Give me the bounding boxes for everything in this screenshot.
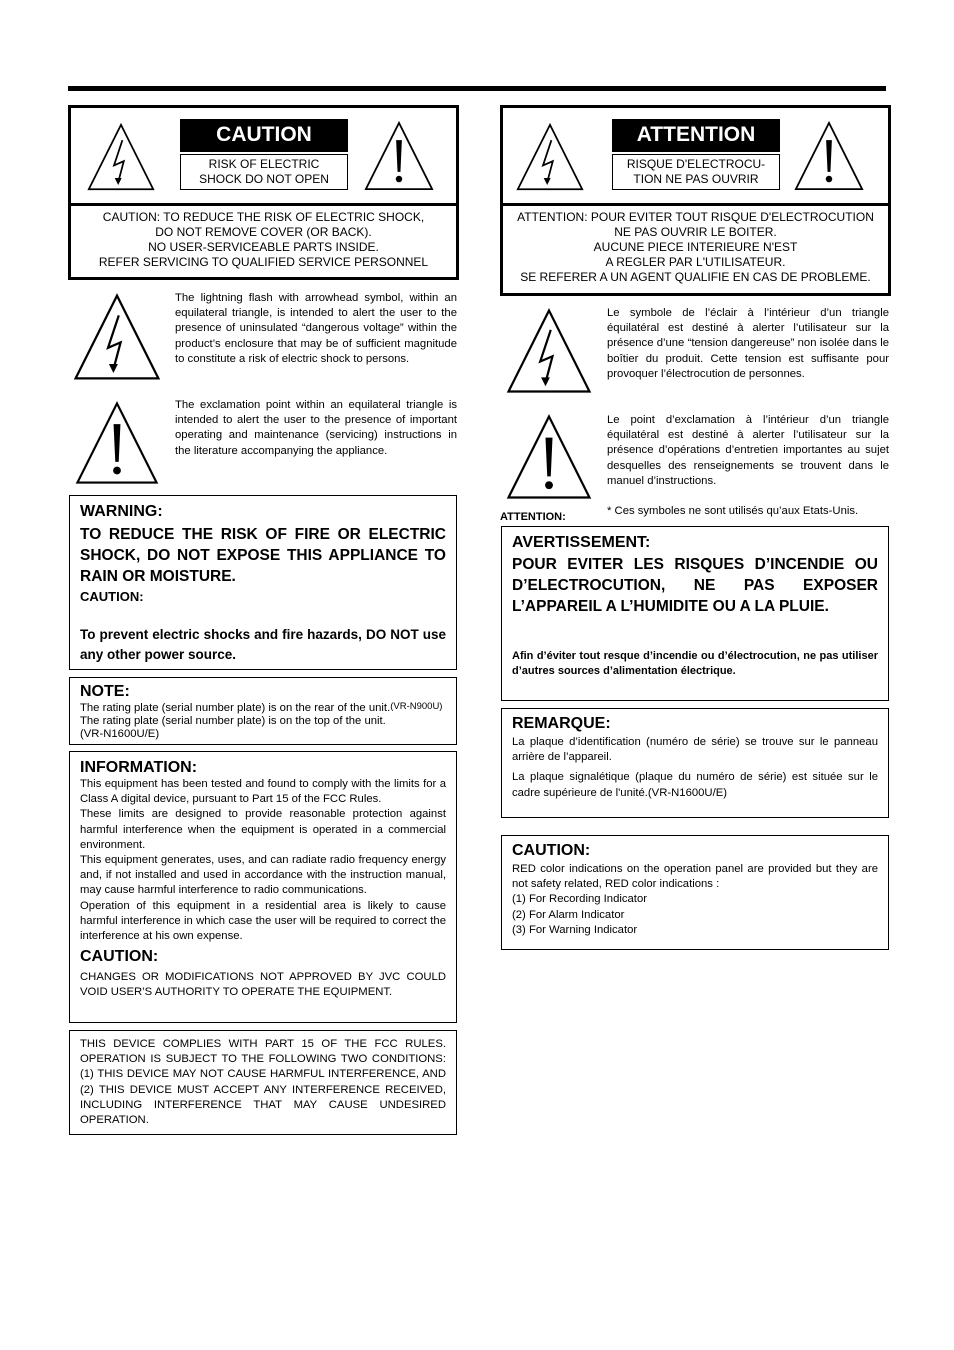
caution-red-box — [501, 835, 889, 950]
attention-text-line: A REGLER PAR L'UTILISATEUR. — [605, 255, 786, 269]
attention-label-sub — [612, 154, 780, 190]
lightning-explanation-en: The lightning flash with arrowhead symbol, within an equilateral triangle, is intended to alert the user to the presence of uninsulated “dangerous voltage” within the product’s enclosure that may be of sufficient magnitude to constitute a risk of electric shock to persons. — [175, 292, 457, 365]
avertissement-heading: AVERTISSEMENT: — [512, 534, 651, 551]
attention-text-line: ATTENTION: POUR EVITER TOUT RISQUE D'ELECTROCUTION — [517, 210, 874, 224]
note-line: The rating plate (serial number plate) is on the top of the unit. — [80, 715, 386, 727]
caution-sub-line: RISK OF ELECTRIC — [208, 157, 320, 171]
caution-text-line: NO USER-SERVICEABLE PARTS INSIDE. — [148, 240, 379, 254]
lightning-icon — [70, 292, 164, 382]
remarque-heading: REMARQUE: — [512, 715, 611, 732]
information-paragraph: Operation of this equipment in a residential area is likely to cause harmful interference in which case the user will be required to correct the interference at his own expense. — [80, 899, 446, 943]
caution-red-heading: CAUTION: — [512, 842, 591, 859]
lightning-explanation-fr: Le symbole de l’éclair à l’intérieur d’un triangle équilatéral est destiné à alerter l’utilisateur sur la présence d’une “tension dangereuse” non isolée dans le boîtier du produit. Cette tension est suffisante pour provoquer l’électrocution de personnes. — [607, 307, 889, 380]
caution-red-item: (2) For Alarm Indicator — [512, 908, 625, 921]
attention-sub-line: RISQUE D'ELECTROCU- — [626, 157, 766, 171]
warning-caution-text: To prevent electric shocks and fire hazards, DO NOT use any other power source. — [80, 627, 446, 662]
information-box — [69, 751, 457, 1023]
information-paragraph: These limits are designed to provide reasonable protection against harmful interference when the equipment is operated in a commercial environment. — [80, 808, 446, 851]
lightning-icon — [86, 122, 156, 192]
remarque-paragraph: La plaque signalétique (plaque du numéro de série) est située sur le cadre supérieure de l'unité.(VR-N1600U/E) — [512, 771, 878, 799]
exclamation-icon — [363, 120, 435, 192]
attention-symbol-label: ATTENTION: — [500, 511, 566, 523]
note-model: (VR-N900U) — [390, 701, 443, 712]
caution-red-item: (3) For Warning Indicator — [512, 923, 638, 936]
fcc-box — [69, 1030, 457, 1135]
caution-sub-line: SHOCK DO NOT OPEN — [199, 172, 329, 186]
attention-text-line: NE PAS OUVRIR LE BOITER. — [614, 225, 777, 239]
caution-label-title: CAUTION — [180, 119, 348, 152]
warning-heading: WARNING: — [80, 503, 163, 520]
warning-caution-heading: CAUTION: — [80, 589, 144, 604]
caution-text-line: CAUTION: TO REDUCE THE RISK OF ELECTRIC SHOCK, — [102, 210, 425, 224]
caution-text-line: REFER SERVICING TO QUALIFIED SERVICE PERSONNEL — [98, 255, 429, 269]
exclamation-icon — [70, 400, 164, 486]
fcc-text: THIS DEVICE COMPLIES WITH PART 15 OF THE FCC RULES. OPERATION IS SUBJECT TO THE FOLLOWING TWO CONDITIONS: (1) THIS DEVICE MAY NOT CAUSE HARMFUL INTERFERENCE, AND (2) THIS DEVICE MUST ACCEPT ANY INTERFERENCE RECEIVED, INCLUDING INTERFERENCE THAT MAY CAUSE UNDESIRED OPERATION. — [80, 1038, 446, 1127]
attention-label — [500, 105, 891, 296]
avertissement-text: POUR EVITER LES RISQUES D’INCENDIE OU D’ELECTROCUTION, NE PAS EXPOSER L’APPAREIL A L’HUMIDITE OU A LA PLUIE. — [512, 556, 878, 615]
information-paragraph: This equipment generates, uses, and can radiate radio frequency energy and, if not installed and used in accordance with the instruction manual, may cause harmful interference to radio communications. — [80, 854, 446, 897]
caution-label-sub — [180, 154, 348, 190]
lightning-icon — [515, 122, 585, 192]
attention-text-line: SE REFERER A UN AGENT QUALIFIE EN CAS DE PROBLEME. — [520, 270, 871, 284]
caution-text-line: DO NOT REMOVE COVER (OR BACK). — [155, 225, 372, 239]
attention-text-line: AUCUNE PIECE INTERIEURE N'EST — [593, 240, 798, 254]
note-line: (VR-N1600U/E) — [80, 728, 160, 740]
information-paragraph: This equipment has been tested and found to comply with the limits for a Class A digital device, pursuant to Part 15 of the FCC Rules. — [80, 778, 446, 806]
information-heading: INFORMATION: — [80, 759, 198, 776]
attention-sub-line: TION NE PAS OUVRIR — [633, 172, 759, 186]
lightning-icon — [502, 307, 596, 395]
top-rule — [68, 86, 886, 91]
exclamation-explanation-en: The exclamation point within an equilateral triangle is intended to alert the user to the presence of important operating and maintenance (servicing) instructions in the literature accompanying the appliance. — [175, 399, 457, 457]
caution-red-item: (1) For Recording Indicator — [512, 893, 647, 906]
note-line-text: The rating plate (serial number plate) is on the rear of the unit. — [80, 702, 391, 714]
remarque-box — [501, 708, 889, 818]
remarque-paragraph: La plaque d’identification (numéro de série) se trouve sur le panneau arrière de l’appareil. — [512, 736, 878, 764]
attention-label-text — [503, 210, 888, 285]
information-caution-text: CHANGES OR MODIFICATIONS NOT APPROVED BY JVC COULD VOID USER’S AUTHORITY TO OPERATE THE EQUIPMENT. — [80, 971, 446, 999]
caution-red-text: RED color indications on the operation panel are provided but they are not safety related, RED color indications : — [512, 863, 878, 891]
warning-box — [69, 495, 457, 670]
caution-label — [68, 105, 459, 280]
warning-text: TO REDUCE THE RISK OF FIRE OR ELECTRIC SHOCK, DO NOT EXPOSE THIS APPLIANCE TO RAIN OR MOISTURE. — [80, 526, 446, 585]
note-box — [69, 677, 457, 745]
information-caution-heading: CAUTION: — [80, 948, 159, 966]
exclamation-explanation-fr: Le point d’exclamation à l’intérieur d’un triangle équilatéral est destiné à alerter l’utilisateur sur la présence d’opérations d’entretien importantes au sujet desquelles des renseignements se trouvent dans le manuel d’instructions. — [607, 414, 889, 487]
note-line — [80, 702, 446, 715]
avertissement-sub-text: Afin d’éviter tout resque d’incendie ou d’électrocution, ne pas utiliser d’autres sources d’alimentation électrique. — [512, 650, 878, 677]
caution-label-text — [71, 210, 456, 270]
exclamation-icon — [502, 413, 596, 501]
note-heading: NOTE: — [80, 683, 130, 700]
attention-label-title: ATTENTION — [612, 119, 780, 152]
exclamation-icon — [793, 120, 865, 192]
symbols-note: * Ces symboles ne sont utilisés qu’aux Etats-Unis. — [607, 505, 859, 517]
avertissement-box — [501, 526, 889, 701]
